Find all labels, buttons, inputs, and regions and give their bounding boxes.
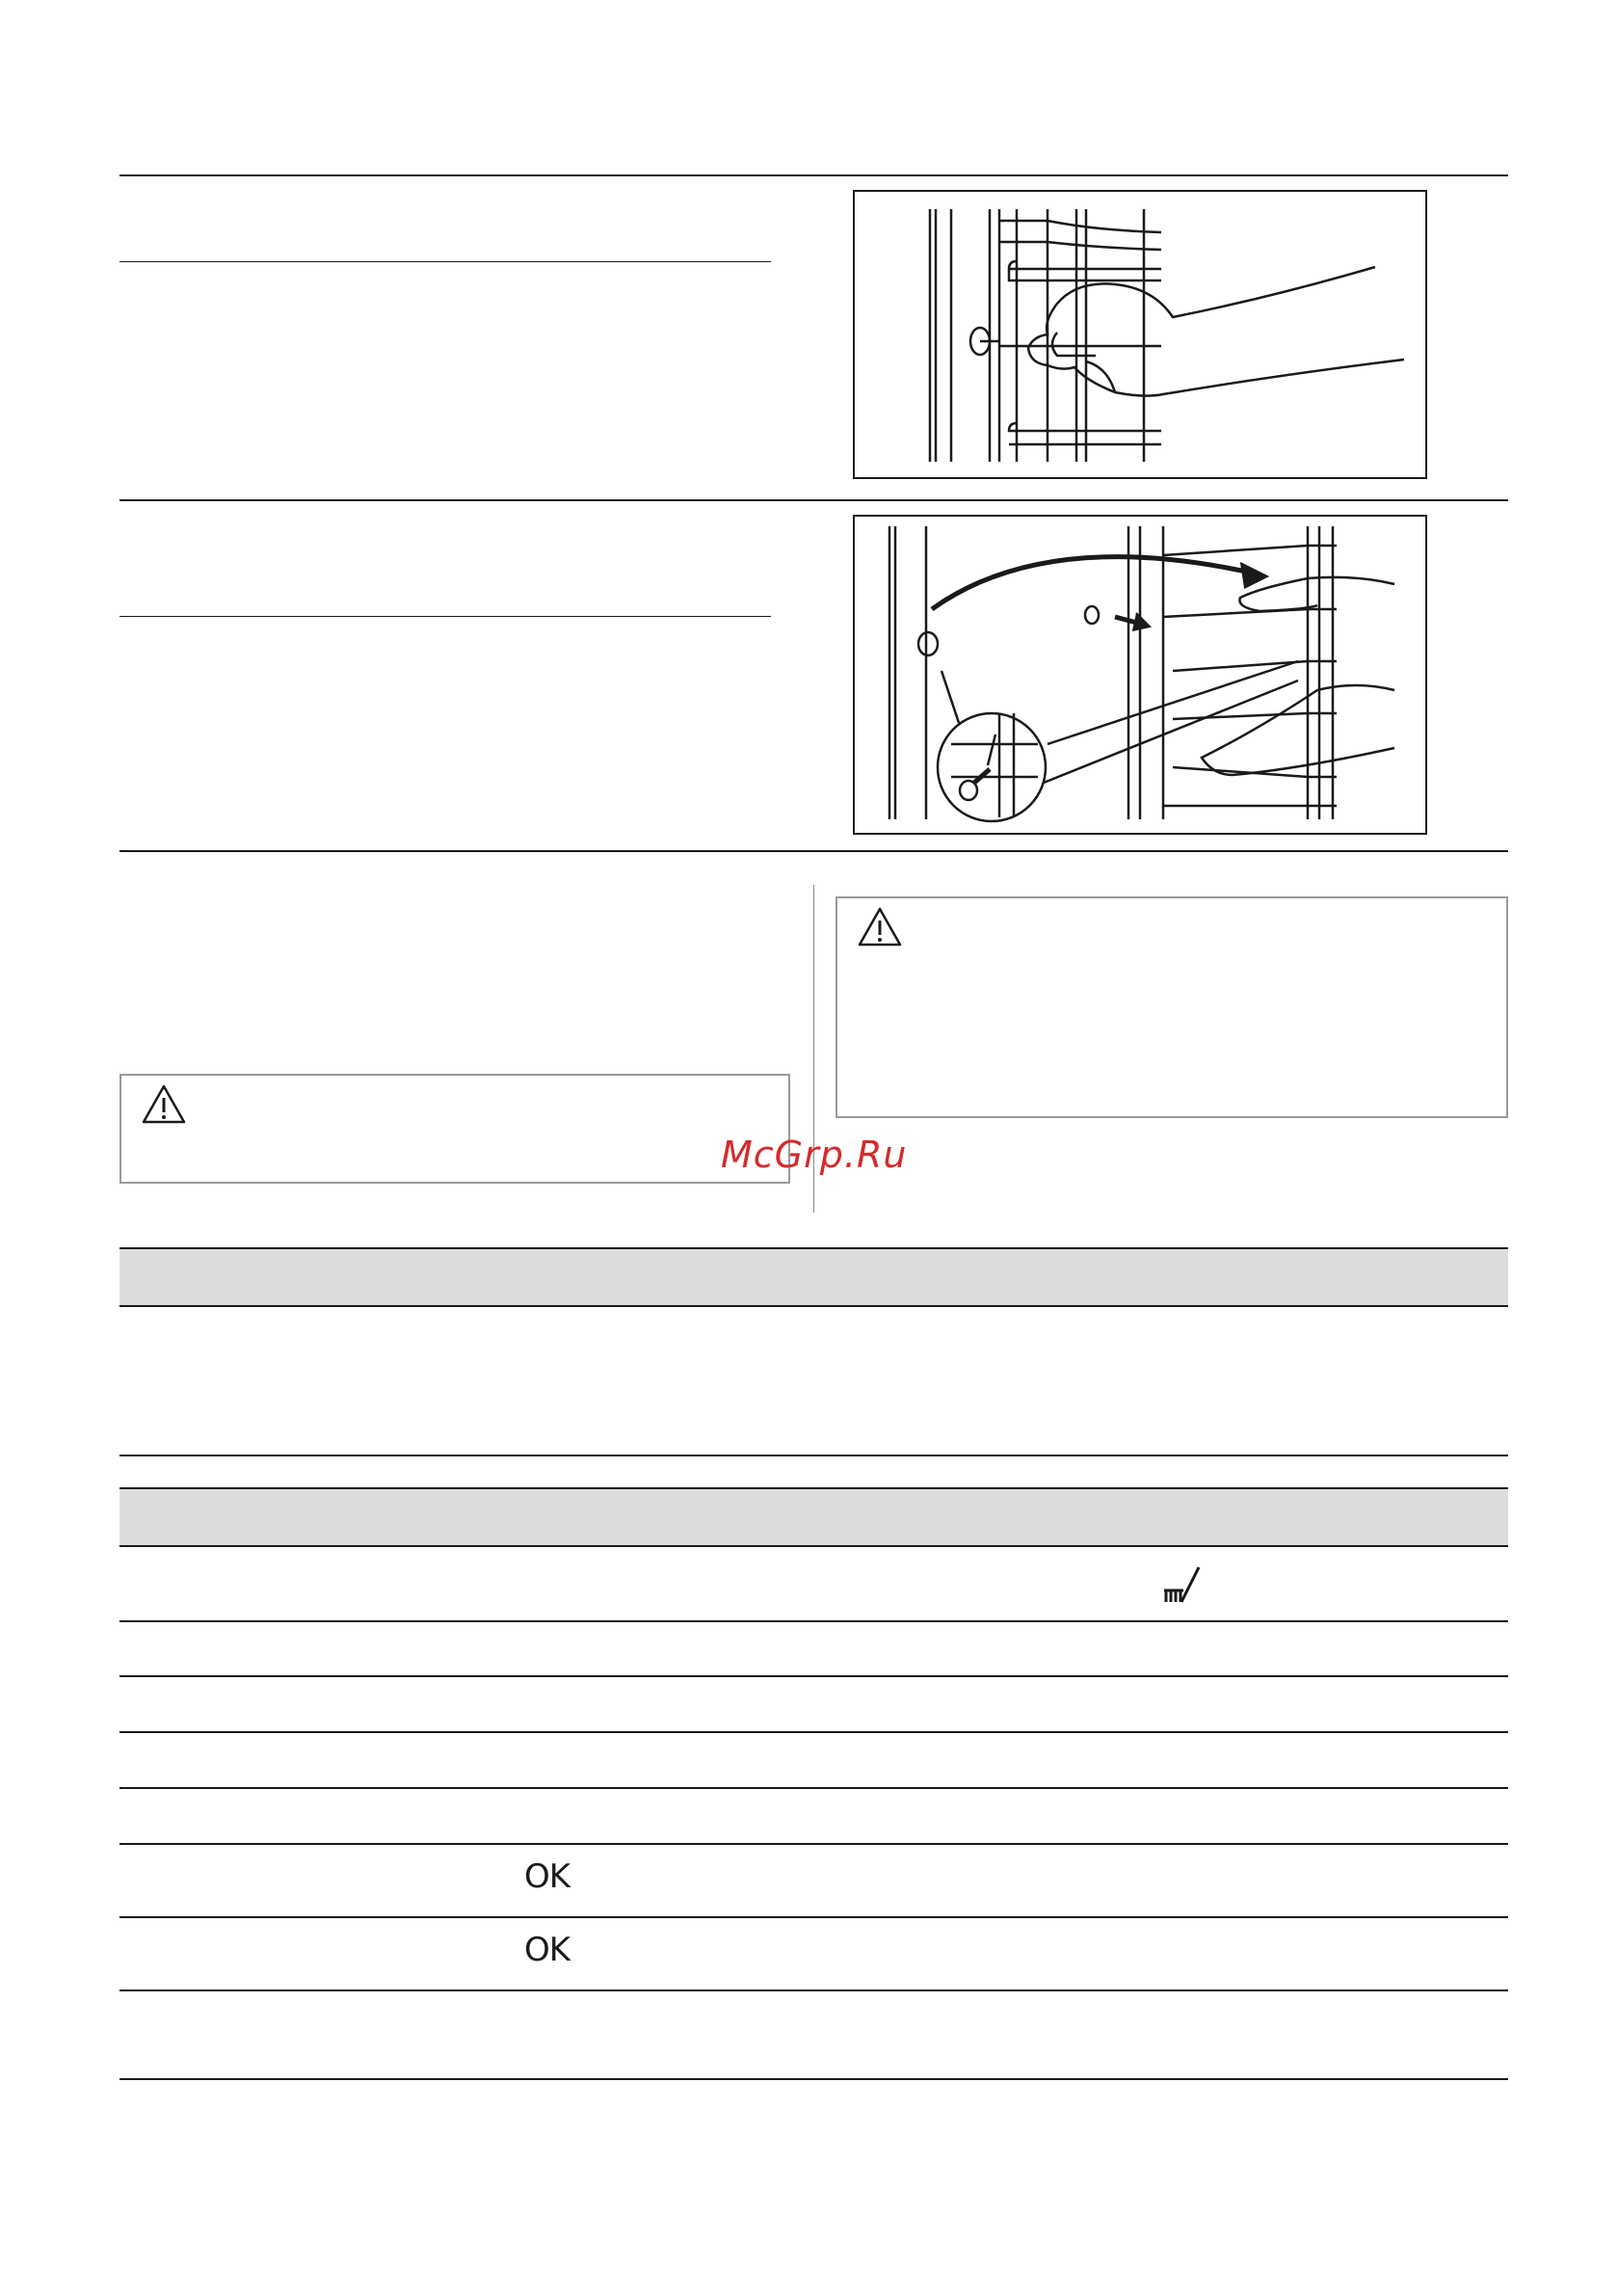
- install-shelf-support-figure: [853, 515, 1427, 835]
- table-row: [119, 1989, 1508, 1991]
- brush-clean-icon: [1160, 1562, 1207, 1608]
- table-row: [119, 1916, 1508, 1918]
- remove-shelf-support-figure: [853, 190, 1427, 479]
- section-rule-2: [119, 499, 1508, 501]
- ok-key-symbol: OK: [524, 1857, 570, 1896]
- step2-divider: [119, 616, 771, 617]
- table-row: [119, 1731, 1508, 1733]
- rack-illustration-2: [855, 517, 1425, 833]
- table-bottom-rule: [119, 2078, 1508, 2080]
- warning-box-left: [119, 1074, 790, 1184]
- ok-key-symbol: OK: [524, 1931, 570, 1969]
- warning-box-right: [836, 896, 1508, 1118]
- table-row: [119, 1675, 1508, 1677]
- table-row: [119, 1843, 1508, 1845]
- table-header-band: [119, 1487, 1508, 1547]
- warning-triangle-icon: [857, 906, 903, 948]
- watermark: McGrp.Ru: [721, 1134, 908, 1176]
- section-rule-4: [119, 1455, 1508, 1456]
- step1-divider: [119, 261, 771, 262]
- table-row: [119, 1787, 1508, 1789]
- rack-illustration-1: [855, 192, 1425, 477]
- top-rule: [119, 174, 1508, 176]
- section-rule-3: [119, 850, 1508, 852]
- table-row: [119, 1620, 1508, 1622]
- warning-triangle-icon: [141, 1083, 187, 1126]
- section-heading-band: [119, 1247, 1508, 1307]
